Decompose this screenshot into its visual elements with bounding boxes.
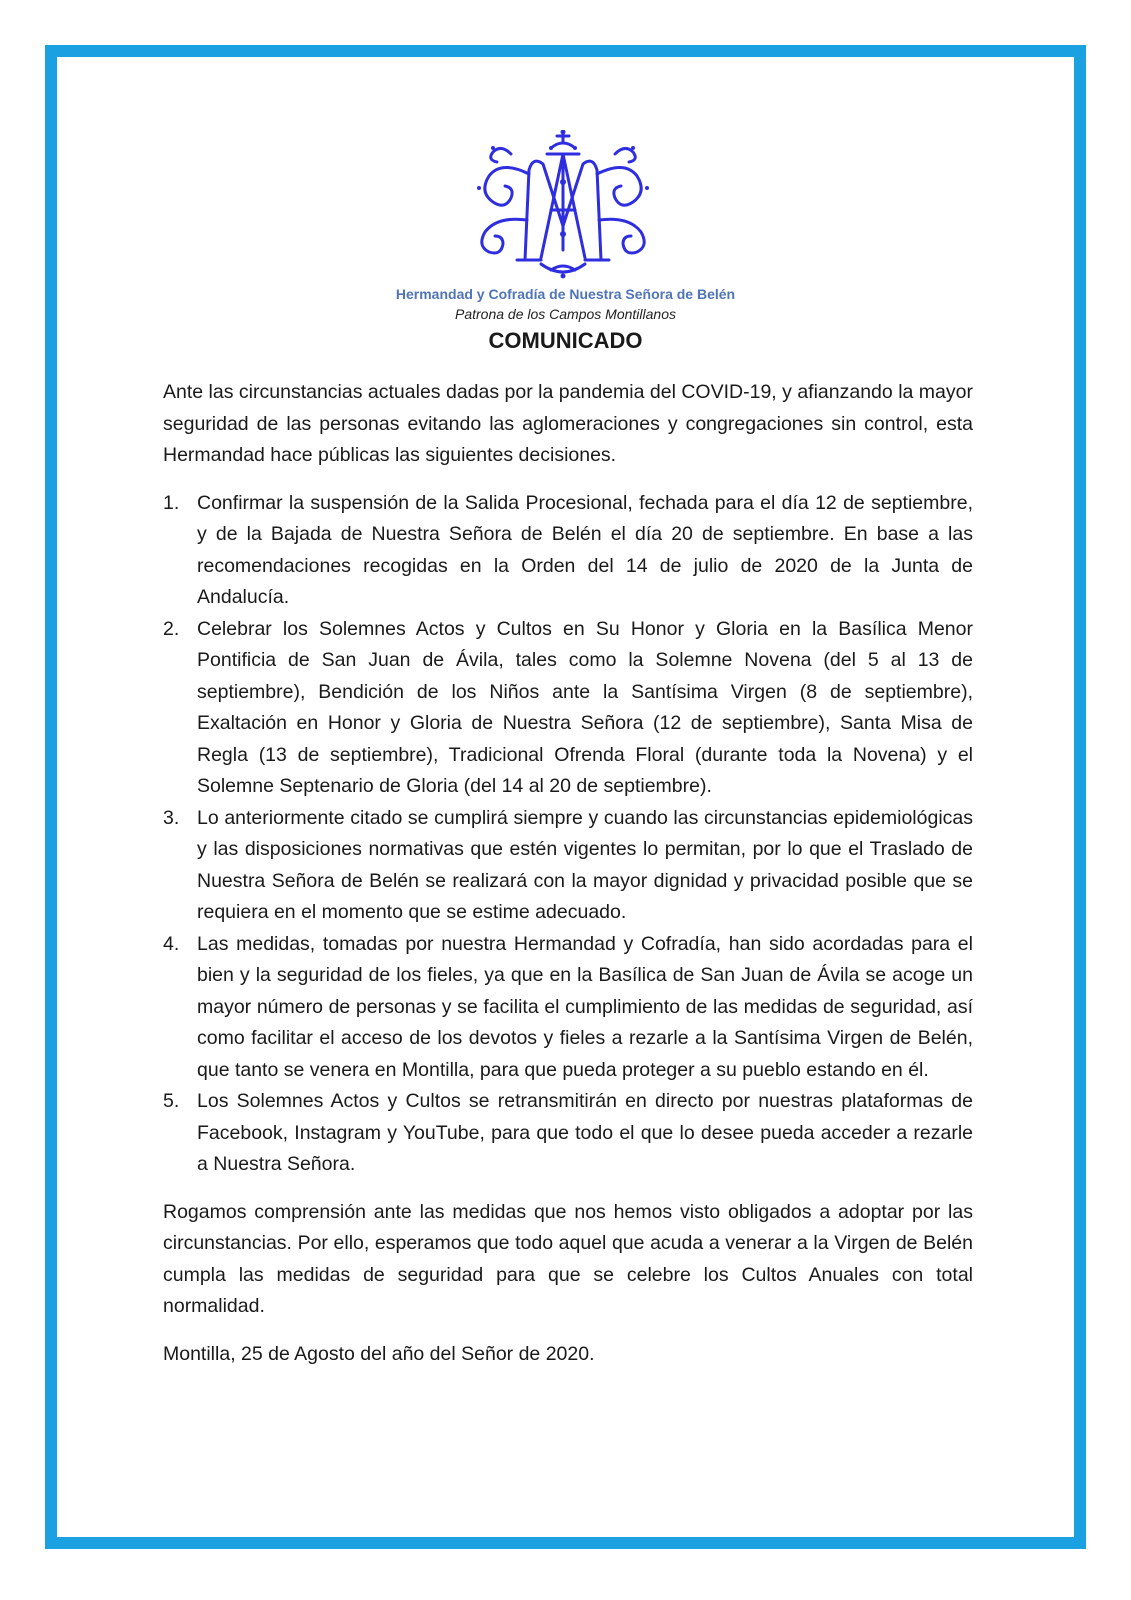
list-item-number: 2.	[163, 617, 180, 640]
list-item-text: Los Solemnes Actos y Cultos se retransmitirán en directo por nuestras plataformas de Facebook, Instagram y YouTube, para que todo el que lo desee pueda acceder a rezarle a Nuestra Señora.	[197, 1090, 973, 1175]
list-item	[163, 929, 973, 1087]
list-item-number: 5.	[163, 1090, 180, 1112]
organization-subtitle: Patrona de los Campos Montillanos	[454, 306, 676, 322]
signoff-line: Montilla, 25 de Agosto del año del Señor de 2020.	[163, 1342, 595, 1365]
document-body	[163, 377, 973, 1370]
list-item-text: Celebrar los Solemnes Actos y Cultos en Su Honor y Gloria en la Basílica Menor Pontificia de San Juan de Ávila, tales como la Solemne Novena (del 5 al 13 de septiembre), Bendición de los Niños ante la Santísima Virgen (8 de septiembre), Exaltación en Honor y Gloria de Nuestra Señora (12 de septiembre), Santa Misa de Regla (13 de septiembre), Tradicional Ofrenda Floral (durante toda la Novena) y el Solemne Septenario de Gloria (del 14 al 20 de septiembre).	[197, 617, 973, 797]
list-item	[163, 803, 973, 929]
list-item-number: 1.	[163, 491, 180, 514]
list-item-number: 4.	[163, 932, 180, 955]
page-title: COMUNICADO	[488, 328, 643, 353]
decisions-list	[163, 488, 973, 1181]
list-item-text: Lo anteriormente citado se cumplirá siempre y cuando las circunstancias epidemiológicas y las disposiciones normativas que estén vigentes lo permitan, por lo que el Traslado de Nuestra Señora de Belén se realizará con la mayor dignidad y privacidad posible que se requiera en el momento que se estime adecuado.	[197, 806, 973, 923]
organization-name: Hermandad y Cofradía de Nuestra Señora de Belén	[395, 286, 736, 302]
closing-paragraph: Rogamos comprensión ante las medidas que nos hemos visto obligados a adoptar por las circunstancias. Por ello, esperamos que todo aquel que acuda a venerar a la Virgen de Belén cumpla las medidas de seguridad para que se celebre los Cultos Anuales con total normalidad.	[163, 1200, 973, 1317]
intro-paragraph: Ante las circunstancias actuales dadas por la pandemia del COVID-19, y afianzando la mayor seguridad de las personas evitando las aglomeraciones y congregaciones sin control, esta Hermandad hace públicas las siguientes decisiones.	[163, 381, 973, 466]
list-item-text: Las medidas, tomadas por nuestra Hermandad y Cofradía, han sido acordadas para el bien y la seguridad de los fieles, ya que en la Basílica de San Juan de Ávila se acoge un mayor número de personas y se facilita el cumplimiento de las medidas de seguridad, así como facilitar el acceso de los devotos y fieles a rezarle a la Santísima Virgen de Belén, que tanto se venera en Montilla, para que pueda proteger a su pueblo estando en él.	[197, 932, 973, 1081]
list-item-number: 3.	[163, 806, 180, 829]
list-item	[163, 614, 973, 803]
marian-monogram-icon	[471, 130, 655, 282]
list-item	[163, 488, 973, 614]
list-item-text: Confirmar la suspensión de la Salida Procesional, fechada para el día 12 de septiembre, y de la Bajada de Nuestra Señora de Belén el día 20 de septiembre. En base a las recomendaciones recogidas en la Orden del 14 de julio de 2020 de la Junta de Andalucía.	[197, 491, 973, 608]
list-item	[163, 1086, 973, 1181]
